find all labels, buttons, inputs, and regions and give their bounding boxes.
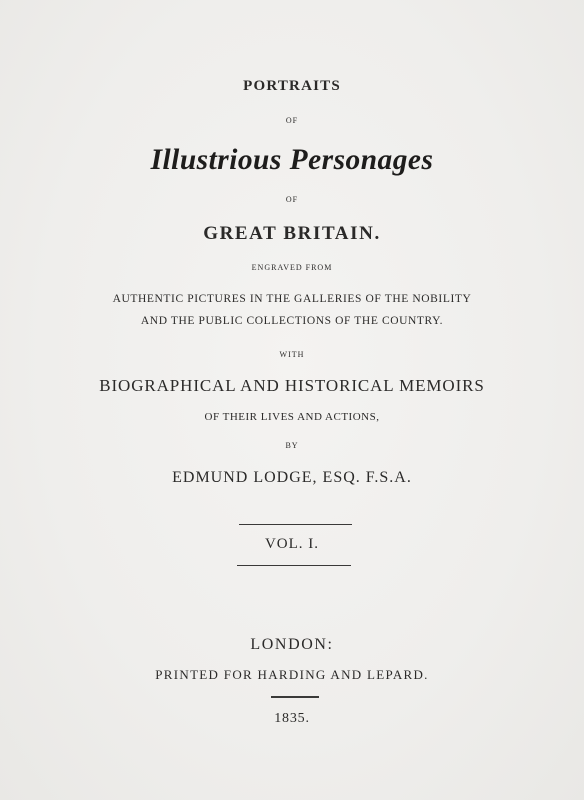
imprint-publisher: PRINTED FOR HARDING AND LEPARD. (155, 667, 429, 682)
lives-and-actions-line: OF THEIR LIVES AND ACTIONS, (204, 411, 380, 423)
illustrious-personages-title: Illustrious Personages (150, 143, 434, 176)
public-collections-line: AND THE PUBLIC COLLECTIONS OF THE COUNTRY. (140, 315, 444, 327)
with-connector: WITH (279, 350, 305, 359)
portraits-heading: PORTRAITS (243, 78, 341, 94)
author-name: EDMUND LODGE, ESQ. F.S.A. (172, 469, 412, 486)
volume-rule-bottom (237, 565, 351, 566)
authentic-pictures-line: AUTHENTIC PICTURES IN THE GALLERIES OF THE NOBILITY (112, 293, 472, 305)
volume-rule-top (239, 524, 352, 525)
great-britain-heading: GREAT BRITAIN. (203, 223, 381, 244)
volume-number: VOL. I. (264, 536, 320, 552)
biographical-memoirs-heading: BIOGRAPHICAL AND HISTORICAL MEMOIRS (99, 376, 485, 395)
of-connector-2: OF (285, 195, 299, 204)
imprint-rule (271, 696, 319, 698)
imprint-city: LONDON: (250, 636, 334, 653)
of-connector-1: OF (285, 116, 299, 125)
engraved-from-line: ENGRAVED FROM (251, 263, 333, 272)
imprint-year: 1835. (274, 711, 310, 726)
by-connector: BY (285, 441, 299, 450)
